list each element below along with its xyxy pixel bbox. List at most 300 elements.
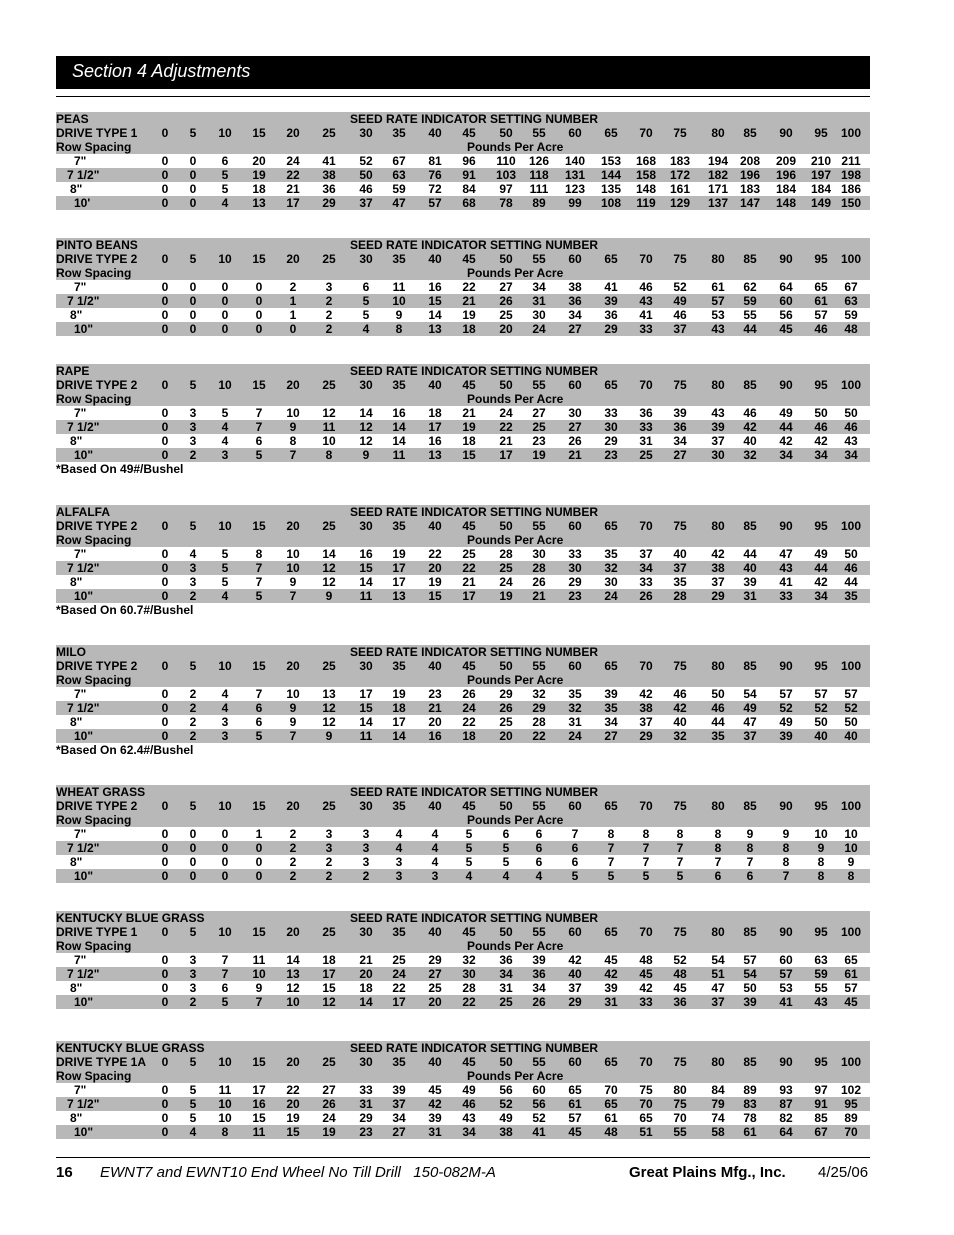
rate-cell: 182 <box>707 168 729 182</box>
rate-cell: 40 <box>673 715 687 729</box>
rate-cell: 14 <box>359 406 373 420</box>
rate-cell: 196 <box>739 168 761 182</box>
rate-cell: 8 <box>714 827 722 841</box>
row-spacing-value: 10" <box>74 729 94 743</box>
table-row <box>56 855 870 869</box>
rate-cell: 29 <box>639 729 653 743</box>
rate-cell: 34 <box>779 448 793 462</box>
rate-cell: 29 <box>604 322 618 336</box>
rate-cell: 26 <box>499 294 513 308</box>
rate-cell: 50 <box>359 168 373 182</box>
row-spacing-value: 8" <box>70 434 83 448</box>
rate-cell: 0 <box>289 322 297 336</box>
rate-cell: 39 <box>743 995 757 1009</box>
row-spacing-value: 7" <box>74 1083 87 1097</box>
rate-cell: 23 <box>568 589 582 603</box>
rate-cell: 40 <box>743 561 757 575</box>
rate-cell: 10 <box>844 827 858 841</box>
rate-cell: 0 <box>161 280 169 294</box>
units-header-row <box>56 533 870 547</box>
rate-cell: 29 <box>604 434 618 448</box>
setting-number: 75 <box>673 252 687 266</box>
rate-cell: 89 <box>743 1083 757 1097</box>
seed-rate-table <box>56 505 870 603</box>
rate-cell: 41 <box>779 995 793 1009</box>
rate-cell: 44 <box>844 575 858 589</box>
rate-cell: 57 <box>568 1111 582 1125</box>
rate-cell: 19 <box>532 448 546 462</box>
setting-number: 100 <box>840 659 862 673</box>
rate-cell: 144 <box>600 168 622 182</box>
setting-number: 55 <box>532 519 546 533</box>
rate-cell: 30 <box>568 561 582 575</box>
rate-cell: 19 <box>392 547 406 561</box>
rate-cell: 4 <box>221 701 229 715</box>
rate-cell: 34 <box>392 1111 406 1125</box>
rate-cell: 0 <box>161 701 169 715</box>
rate-cell: 8 <box>289 434 297 448</box>
rate-cell: 70 <box>844 1125 858 1139</box>
setting-number: 95 <box>814 799 828 813</box>
rate-cell: 0 <box>161 575 169 589</box>
rate-cell: 50 <box>844 547 858 561</box>
rate-cell: 26 <box>532 575 546 589</box>
rate-cell: 29 <box>532 701 546 715</box>
rate-cell: 37 <box>639 547 653 561</box>
rate-cell: 27 <box>532 406 546 420</box>
rate-cell: 5 <box>362 294 370 308</box>
rate-cell: 37 <box>711 995 725 1009</box>
rate-cell: 0 <box>255 308 263 322</box>
rate-cell: 28 <box>499 547 513 561</box>
rate-cell: 10 <box>392 294 406 308</box>
rate-cell: 55 <box>673 1125 687 1139</box>
rate-cell: 3 <box>325 841 333 855</box>
rate-cell: 0 <box>161 434 169 448</box>
rate-cell: 17 <box>392 995 406 1009</box>
rate-cell: 7 <box>571 827 579 841</box>
rate-cell: 13 <box>392 589 406 603</box>
rate-cell: 34 <box>568 308 582 322</box>
rate-cell: 150 <box>840 196 862 210</box>
rate-cell: 0 <box>161 967 169 981</box>
rate-cell: 23 <box>428 687 442 701</box>
setting-number: 80 <box>711 126 725 140</box>
rate-cell: 57 <box>779 967 793 981</box>
rate-cell: 59 <box>392 182 406 196</box>
row-spacing-label: Row Spacing <box>56 1069 132 1083</box>
rate-cell: 2 <box>289 869 297 883</box>
rate-cell: 5 <box>221 575 229 589</box>
rate-cell: 9 <box>847 855 855 869</box>
rate-cell: 38 <box>499 1125 513 1139</box>
setting-number: 30 <box>359 659 373 673</box>
rate-cell: 3 <box>221 729 229 743</box>
rate-cell: 60 <box>532 1083 546 1097</box>
rate-cell: 30 <box>568 406 582 420</box>
rate-cell: 0 <box>255 322 263 336</box>
rate-cell: 3 <box>325 280 333 294</box>
unit-label: Pounds Per Acre <box>467 140 564 154</box>
row-spacing-value: 7 1/2" <box>67 420 100 434</box>
setting-number: 20 <box>286 1055 300 1069</box>
setting-number: 30 <box>359 519 373 533</box>
rate-cell: 52 <box>673 280 687 294</box>
setting-number: 30 <box>359 378 373 392</box>
rate-cell: 4 <box>395 841 403 855</box>
setting-number: 65 <box>604 1055 618 1069</box>
rate-cell: 0 <box>221 308 229 322</box>
rate-cell: 0 <box>161 406 169 420</box>
rate-cell: 10 <box>286 687 300 701</box>
setting-number: 65 <box>604 799 618 813</box>
table-row <box>56 981 870 995</box>
rate-cell: 15 <box>428 294 442 308</box>
rate-cell: 25 <box>532 420 546 434</box>
rate-cell: 0 <box>189 168 197 182</box>
setting-number: 70 <box>639 799 653 813</box>
rate-cell: 70 <box>639 1097 653 1111</box>
setting-number: 0 <box>161 378 169 392</box>
rate-cell: 2 <box>325 322 333 336</box>
setting-number: 25 <box>322 519 336 533</box>
settings-header-row <box>56 659 870 673</box>
rate-cell: 40 <box>743 434 757 448</box>
rate-cell: 22 <box>428 547 442 561</box>
rate-cell: 153 <box>600 154 622 168</box>
rate-cell: 75 <box>673 1097 687 1111</box>
rate-cell: 4 <box>189 1125 197 1139</box>
rate-cell: 13 <box>286 967 300 981</box>
rate-cell: 0 <box>161 154 169 168</box>
rate-cell: 149 <box>810 196 832 210</box>
rate-cell: 30 <box>532 308 546 322</box>
rate-cell: 0 <box>221 869 229 883</box>
drive-type: DRIVE TYPE 2 <box>56 252 138 266</box>
rate-cell: 32 <box>462 953 476 967</box>
rate-cell: 210 <box>810 154 832 168</box>
rate-cell: 0 <box>221 294 229 308</box>
rate-cell: 0 <box>221 827 229 841</box>
setting-number: 40 <box>428 925 442 939</box>
rate-cell: 42 <box>428 1097 442 1111</box>
rate-cell: 38 <box>711 561 725 575</box>
rate-cell: 7 <box>642 841 650 855</box>
units-header-row <box>56 1069 870 1083</box>
rate-cell: 18 <box>462 322 476 336</box>
rate-cell: 49 <box>779 715 793 729</box>
rate-cell: 5 <box>642 869 650 883</box>
rate-cell: 0 <box>161 687 169 701</box>
table-row <box>56 1083 870 1097</box>
setting-number-title: SEED RATE INDICATOR SETTING NUMBER <box>350 112 599 126</box>
rate-cell: 40 <box>673 547 687 561</box>
rate-cell: 29 <box>322 196 336 210</box>
rate-cell: 15 <box>322 981 336 995</box>
rate-cell: 21 <box>359 953 373 967</box>
rate-cell: 48 <box>604 1125 618 1139</box>
rate-cell: 7 <box>642 855 650 869</box>
setting-number: 45 <box>462 252 476 266</box>
rate-cell: 0 <box>161 547 169 561</box>
rate-cell: 33 <box>604 406 618 420</box>
rate-cell: 68 <box>462 196 476 210</box>
rate-cell: 31 <box>359 1097 373 1111</box>
rate-cell: 2 <box>289 827 297 841</box>
rate-cell: 39 <box>711 420 725 434</box>
rate-cell: 6 <box>746 869 754 883</box>
rate-cell: 35 <box>673 575 687 589</box>
table-row <box>56 575 870 589</box>
row-spacing-value: 7" <box>74 687 87 701</box>
rate-cell: 0 <box>189 280 197 294</box>
rate-cell: 26 <box>532 995 546 1009</box>
page-number: 16 <box>56 1164 73 1181</box>
rate-cell: 65 <box>639 1111 653 1125</box>
rate-cell: 54 <box>711 953 725 967</box>
setting-number: 0 <box>161 252 169 266</box>
setting-number: 35 <box>392 126 406 140</box>
setting-number-title: SEED RATE INDICATOR SETTING NUMBER <box>350 238 599 252</box>
setting-number: 60 <box>568 799 582 813</box>
rate-cell: 46 <box>711 701 725 715</box>
table-row <box>56 687 870 701</box>
rate-cell: 41 <box>639 308 653 322</box>
rate-cell: 22 <box>499 420 513 434</box>
rate-cell: 0 <box>161 589 169 603</box>
setting-number: 70 <box>639 378 653 392</box>
rate-cell: 46 <box>359 182 373 196</box>
rate-cell: 184 <box>775 182 797 196</box>
rate-cell: 4 <box>502 869 510 883</box>
setting-number: 95 <box>814 519 828 533</box>
rate-cell: 61 <box>844 967 858 981</box>
rate-cell: 46 <box>844 420 858 434</box>
row-spacing-label: Row Spacing <box>56 673 132 687</box>
rate-cell: 9 <box>255 981 263 995</box>
setting-number: 75 <box>673 519 687 533</box>
rate-cell: 24 <box>462 701 476 715</box>
rate-cell: 131 <box>564 168 586 182</box>
setting-number: 90 <box>779 126 793 140</box>
setting-number: 85 <box>743 519 757 533</box>
rate-cell: 5 <box>221 561 229 575</box>
setting-number: 5 <box>189 799 197 813</box>
rate-cell: 24 <box>568 729 582 743</box>
rate-cell: 53 <box>779 981 793 995</box>
setting-number: 55 <box>532 252 546 266</box>
rate-cell: 24 <box>286 154 300 168</box>
setting-number: 65 <box>604 925 618 939</box>
rate-cell: 36 <box>499 953 513 967</box>
rate-cell: 78 <box>499 196 513 210</box>
rate-cell: 4 <box>221 420 229 434</box>
footer-rule <box>56 1157 870 1158</box>
row-spacing-value: 7" <box>74 280 87 294</box>
rate-cell: 35 <box>604 547 618 561</box>
setting-number: 70 <box>639 519 653 533</box>
table-row <box>56 1097 870 1111</box>
rate-cell: 0 <box>161 855 169 869</box>
rate-cell: 208 <box>739 154 761 168</box>
rate-cell: 17 <box>392 561 406 575</box>
rate-cell: 18 <box>252 182 266 196</box>
setting-number: 0 <box>161 1055 169 1069</box>
rate-cell: 0 <box>255 841 263 855</box>
rate-cell: 50 <box>814 406 828 420</box>
setting-number: 35 <box>392 378 406 392</box>
rate-cell: 99 <box>568 196 582 210</box>
rate-cell: 7 <box>255 575 263 589</box>
units-header-row <box>56 266 870 280</box>
setting-number: 35 <box>392 659 406 673</box>
rate-cell: 27 <box>568 322 582 336</box>
setting-number: 20 <box>286 659 300 673</box>
units-header-row <box>56 673 870 687</box>
rate-cell: 5 <box>189 1097 197 1111</box>
rate-cell: 49 <box>462 1083 476 1097</box>
setting-number: 85 <box>743 378 757 392</box>
rate-cell: 25 <box>499 561 513 575</box>
rate-cell: 16 <box>252 1097 266 1111</box>
rate-cell: 12 <box>359 420 373 434</box>
setting-number: 40 <box>428 378 442 392</box>
seed-rate-table <box>56 1041 870 1139</box>
setting-number: 45 <box>462 799 476 813</box>
setting-number: 20 <box>286 378 300 392</box>
setting-number: 70 <box>639 126 653 140</box>
rate-cell: 37 <box>711 575 725 589</box>
rate-cell: 46 <box>462 1097 476 1111</box>
rate-cell: 30 <box>532 547 546 561</box>
setting-number: 10 <box>218 252 232 266</box>
rate-cell: 24 <box>322 1111 336 1125</box>
setting-number: 95 <box>814 252 828 266</box>
rate-cell: 28 <box>462 981 476 995</box>
rate-cell: 59 <box>844 308 858 322</box>
rate-cell: 15 <box>462 448 476 462</box>
unit-label: Pounds Per Acre <box>467 939 564 953</box>
rate-cell: 3 <box>221 448 229 462</box>
setting-number: 10 <box>218 659 232 673</box>
rate-cell: 81 <box>428 154 442 168</box>
rate-cell: 21 <box>286 182 300 196</box>
rate-cell: 27 <box>568 420 582 434</box>
rate-cell: 3 <box>431 869 439 883</box>
rate-cell: 3 <box>189 981 197 995</box>
crop-name: PEAS <box>56 112 89 126</box>
rate-cell: 2 <box>189 589 197 603</box>
rate-cell: 0 <box>161 196 169 210</box>
rate-cell: 0 <box>189 308 197 322</box>
setting-number: 30 <box>359 126 373 140</box>
settings-header-row <box>56 519 870 533</box>
rate-cell: 7 <box>221 967 229 981</box>
rate-cell: 14 <box>392 729 406 743</box>
row-spacing-value: 7" <box>74 953 87 967</box>
row-spacing-value: 10" <box>74 589 94 603</box>
rate-cell: 34 <box>462 1125 476 1139</box>
rate-cell: 184 <box>810 182 832 196</box>
rate-cell: 13 <box>428 322 442 336</box>
row-spacing-label: Row Spacing <box>56 533 132 547</box>
rate-cell: 20 <box>428 995 442 1009</box>
setting-number: 0 <box>161 925 169 939</box>
rate-cell: 0 <box>221 280 229 294</box>
rate-cell: 32 <box>604 561 618 575</box>
crop-name: RAPE <box>56 364 90 378</box>
rate-cell: 3 <box>221 715 229 729</box>
rate-cell: 3 <box>189 561 197 575</box>
rate-cell: 22 <box>392 981 406 995</box>
rate-cell: 171 <box>707 182 729 196</box>
rate-cell: 56 <box>532 1097 546 1111</box>
rate-cell: 9 <box>325 589 333 603</box>
setting-number-title: SEED RATE INDICATOR SETTING NUMBER <box>350 1041 599 1055</box>
rate-cell: 15 <box>359 561 373 575</box>
rate-cell: 4 <box>395 827 403 841</box>
rate-cell: 38 <box>568 280 582 294</box>
rate-cell: 13 <box>322 687 336 701</box>
setting-number: 5 <box>189 659 197 673</box>
settings-header-row <box>56 799 870 813</box>
rate-cell: 3 <box>189 953 197 967</box>
rate-cell: 19 <box>392 687 406 701</box>
rate-cell: 64 <box>779 1125 793 1139</box>
rate-cell: 17 <box>462 589 476 603</box>
rate-cell: 51 <box>639 1125 653 1139</box>
rate-cell: 29 <box>428 953 442 967</box>
rate-cell: 8 <box>746 841 754 855</box>
rate-cell: 25 <box>639 448 653 462</box>
rate-cell: 140 <box>564 154 586 168</box>
row-spacing-label: Row Spacing <box>56 266 132 280</box>
rate-cell: 42 <box>639 981 653 995</box>
rate-cell: 17 <box>392 715 406 729</box>
unit-label: Pounds Per Acre <box>467 813 564 827</box>
setting-number: 90 <box>779 252 793 266</box>
row-spacing-value: 7 1/2" <box>67 967 100 981</box>
rate-cell: 0 <box>161 953 169 967</box>
rate-cell: 24 <box>604 589 618 603</box>
setting-number: 10 <box>218 378 232 392</box>
rate-cell: 18 <box>322 953 336 967</box>
rate-cell: 10 <box>814 827 828 841</box>
setting-number: 60 <box>568 519 582 533</box>
rate-cell: 41 <box>532 1125 546 1139</box>
setting-number: 50 <box>499 378 513 392</box>
rate-cell: 13 <box>252 196 266 210</box>
setting-number: 55 <box>532 659 546 673</box>
setting-number: 90 <box>779 659 793 673</box>
rate-cell: 0 <box>161 1125 169 1139</box>
rate-cell: 16 <box>428 434 442 448</box>
setting-number: 35 <box>392 799 406 813</box>
table-row <box>56 841 870 855</box>
rate-cell: 93 <box>779 1083 793 1097</box>
setting-number: 45 <box>462 519 476 533</box>
setting-number: 80 <box>711 1055 725 1069</box>
rate-cell: 209 <box>775 154 797 168</box>
rate-cell: 21 <box>462 294 476 308</box>
rate-cell: 0 <box>161 1083 169 1097</box>
row-spacing-value: 8" <box>70 981 83 995</box>
rate-cell: 3 <box>189 420 197 434</box>
rate-cell: 8 <box>221 1125 229 1139</box>
drive-type: DRIVE TYPE 1 <box>56 126 138 140</box>
rate-cell: 27 <box>428 967 442 981</box>
rate-cell: 27 <box>392 1125 406 1139</box>
